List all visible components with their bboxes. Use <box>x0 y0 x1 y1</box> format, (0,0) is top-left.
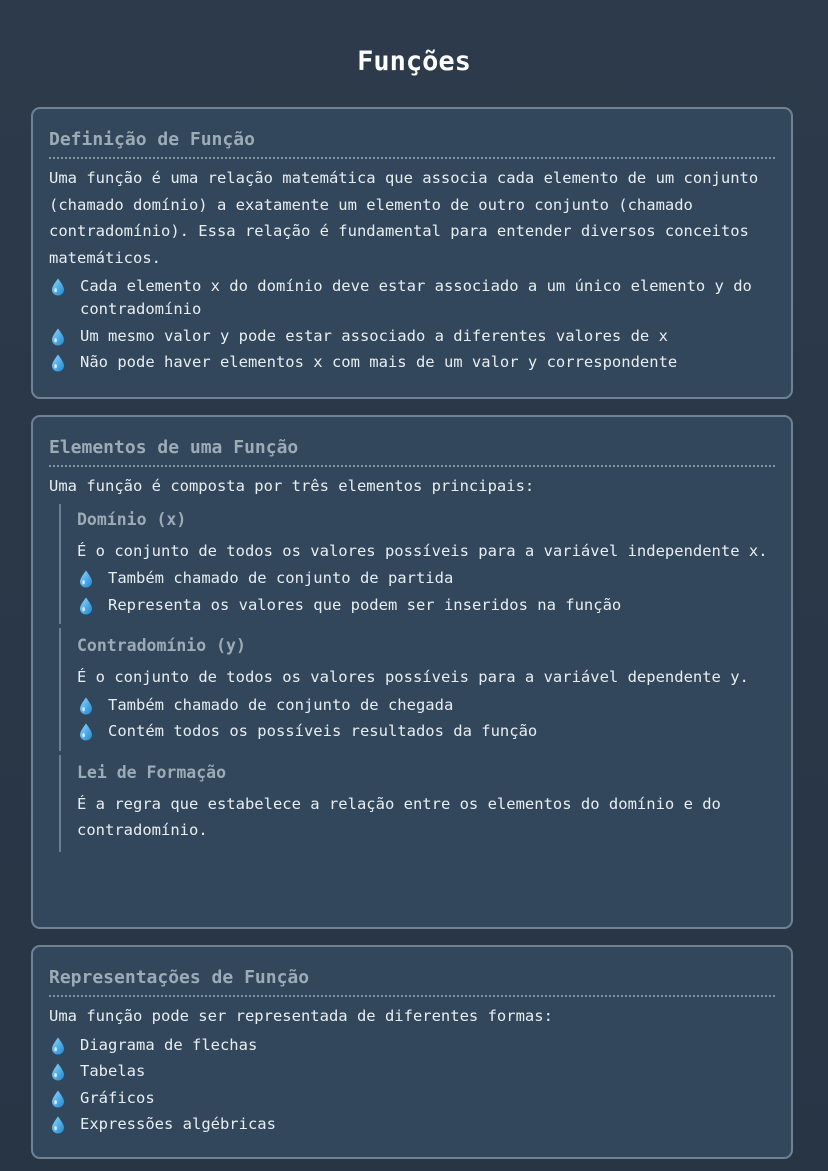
list-item <box>77 694 775 717</box>
droplet-icon <box>51 354 65 372</box>
list-item-text: Diagrama de flechas <box>80 1035 258 1054</box>
bullet-list <box>49 275 775 374</box>
subsection-title: Domínio (x) <box>77 509 187 529</box>
bullet-list <box>77 567 775 617</box>
subsection-title: Lei de Formação <box>77 762 227 782</box>
section-intro: Uma função pode ser representada de diferentes formas: <box>49 1007 553 1025</box>
bullet-list <box>77 694 775 744</box>
list-item-text: Um mesmo valor y pode estar associado a diferentes valores de x <box>80 326 668 345</box>
section-title: Definição de Função <box>49 125 775 159</box>
section-definicao <box>31 107 793 399</box>
list-item-text: Cada elemento x do domínio deve estar associado a um único elemento y do contradomínio <box>80 277 752 318</box>
droplet-icon <box>79 697 93 715</box>
section-elementos <box>31 415 793 929</box>
droplet-icon <box>51 1116 65 1134</box>
section-representacoes <box>31 945 793 1159</box>
list-item <box>49 325 775 348</box>
subsection-paragraph: É a regra que estabelece a relação entre os elementos do domínio e do contradomínio. <box>77 794 721 839</box>
list-item <box>49 351 775 374</box>
list-item <box>77 567 775 590</box>
list-item <box>49 1113 775 1136</box>
list-item-text: Gráficos <box>80 1088 155 1107</box>
subsection-paragraph: É o conjunto de todos os valores possíveis para a variável independente x. <box>77 541 768 560</box>
subsection-dominio <box>59 504 775 625</box>
section-title: Representações de Função <box>49 963 775 997</box>
section-title: Elementos de uma Função <box>49 433 775 467</box>
subsection-paragraph: É o conjunto de todos os valores possíveis para a variável dependente y. <box>77 668 749 686</box>
list-item <box>77 594 775 617</box>
list-item-text: Também chamado de conjunto de partida <box>108 569 454 587</box>
droplet-icon <box>79 597 93 615</box>
subsection-title: Contradomínio (y) <box>77 636 246 655</box>
page-title: Funções <box>357 46 471 77</box>
droplet-icon <box>79 723 93 741</box>
list-item <box>49 1034 775 1057</box>
list-item <box>49 275 775 321</box>
list-item-text: Não pode haver elementos x com mais de um valor y correspondente <box>80 353 678 371</box>
subsection-lei-de-formacao <box>59 755 775 852</box>
list-item <box>49 1060 775 1083</box>
droplet-icon <box>79 570 93 588</box>
section-intro: Uma função é composta por três elementos principais: <box>49 477 535 495</box>
list-item <box>49 1087 775 1110</box>
list-item-text: Tabelas <box>80 1062 146 1080</box>
subsection-contradominio <box>59 628 775 751</box>
droplet-icon <box>51 278 65 296</box>
list-item-text: Contém todos os possíveis resultados da função <box>108 722 538 740</box>
droplet-icon <box>51 328 65 346</box>
list-item-text: Expressões algébricas <box>80 1115 276 1133</box>
bullet-list <box>49 1034 775 1137</box>
section-paragraph: Uma função é uma relação matemática que associa cada elemento de um conjunto (chamado domínio) a exatamente um elemento de outro conjunto (chamado contradomínio). Essa relação é fundamental para entender diversos conceitos matemáticos. <box>49 169 759 267</box>
list-item-text: Representa os valores que podem ser inseridos na função <box>108 595 622 614</box>
list-item-text: Também chamado de conjunto de chegada <box>108 695 454 714</box>
list-item <box>77 720 775 743</box>
droplet-icon <box>51 1090 65 1108</box>
droplet-icon <box>51 1037 65 1055</box>
droplet-icon <box>51 1063 65 1081</box>
